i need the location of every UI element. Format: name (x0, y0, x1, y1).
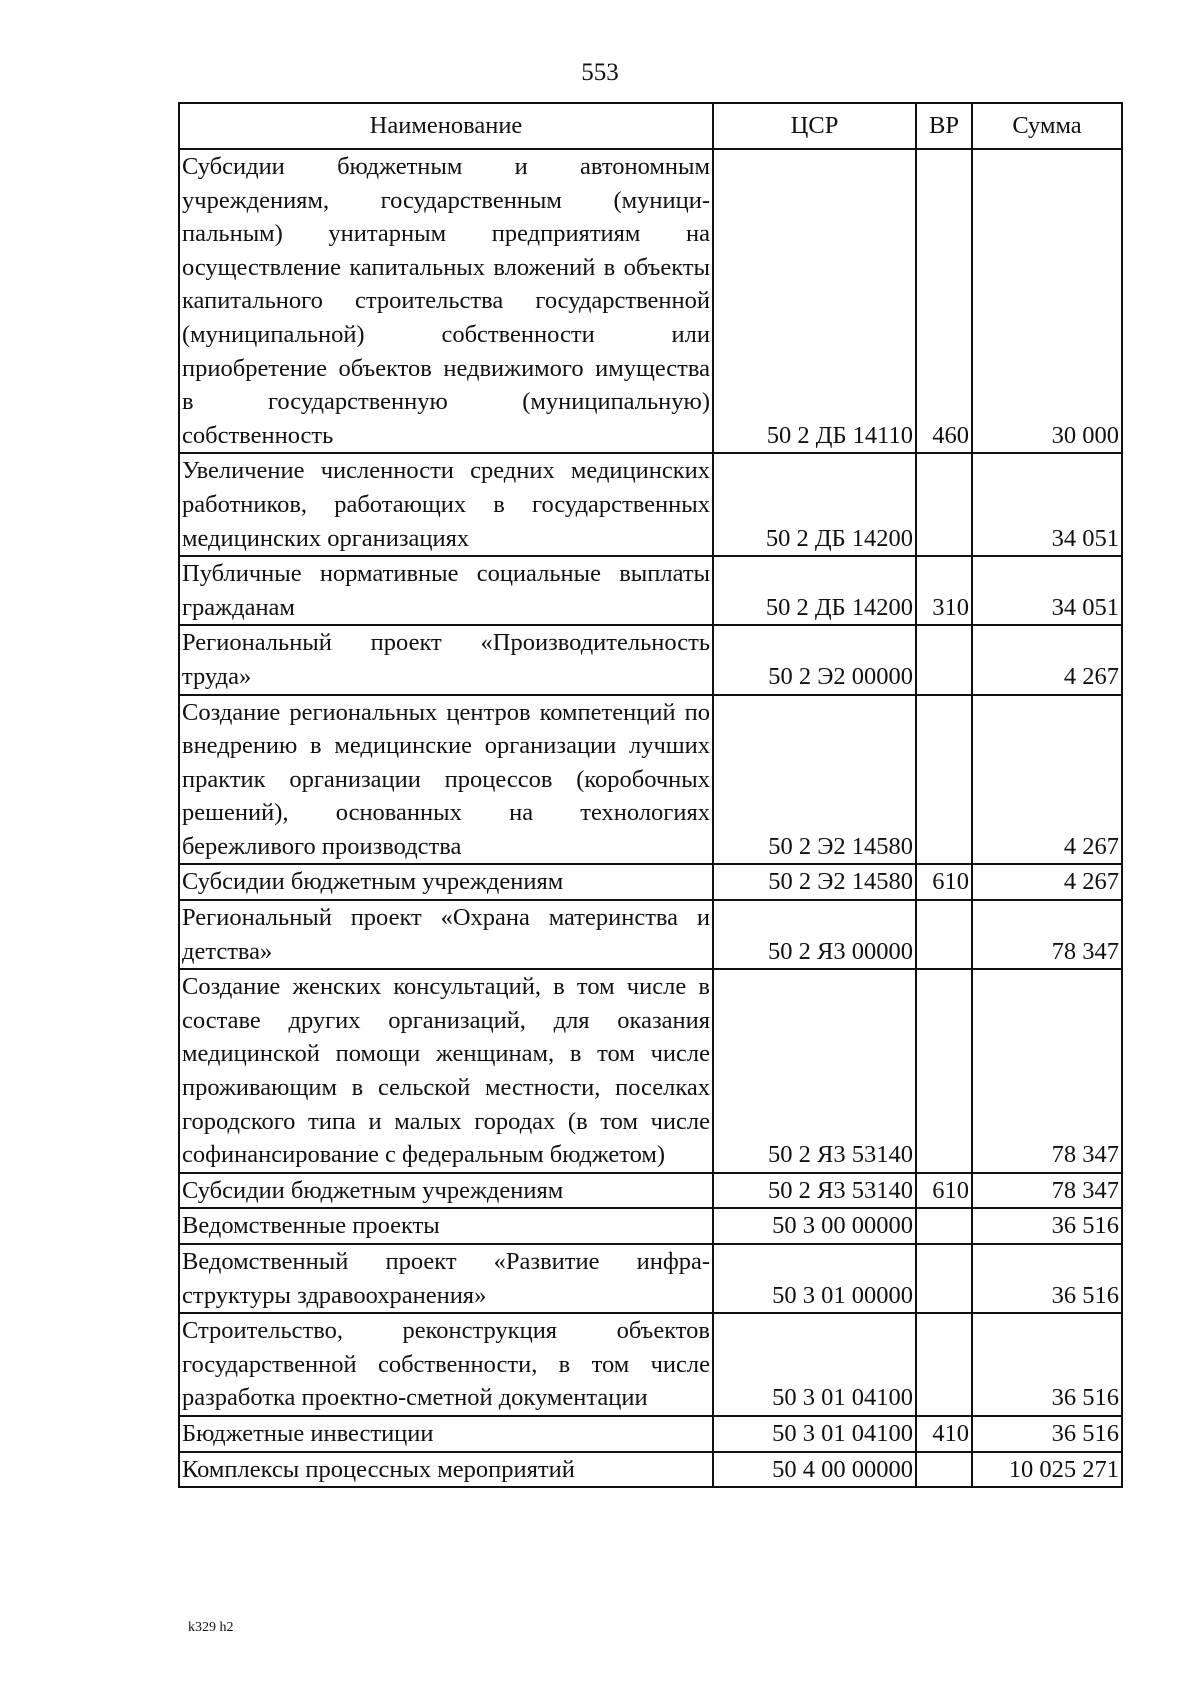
document-code: k329 h2 (188, 1620, 234, 1635)
table-row (179, 625, 1122, 694)
table-header-row (179, 103, 1122, 149)
cell-vr: 410 (916, 1416, 972, 1452)
cell-vr (916, 1244, 972, 1313)
table-row (179, 1313, 1122, 1416)
cell-sum: 34 051 (972, 453, 1122, 556)
cell-vr (916, 625, 972, 694)
cell-sum: 10 025 271 (972, 1452, 1122, 1488)
cell-csr: 50 4 00 00000 (713, 1452, 916, 1488)
cell-csr: 50 2 Я3 53140 (713, 1173, 916, 1209)
cell-sum: 36 516 (972, 1244, 1122, 1313)
table-row (179, 1173, 1122, 1209)
table-row (179, 1416, 1122, 1452)
cell-csr: 50 2 ДБ 14110 (713, 149, 916, 453)
page-number: 553 (581, 59, 619, 86)
cell-sum: 36 516 (972, 1208, 1122, 1244)
cell-vr (916, 969, 972, 1173)
cell-sum: 78 347 (972, 969, 1122, 1173)
cell-csr: 50 3 00 00000 (713, 1208, 916, 1244)
header-sum: Сумма (972, 103, 1122, 149)
cell-csr: 50 2 ДБ 14200 (713, 556, 916, 625)
cell-csr: 50 2 Я3 53140 (713, 969, 916, 1173)
cell-sum: 4 267 (972, 625, 1122, 694)
table-row (179, 1244, 1122, 1313)
cell-sum: 36 516 (972, 1313, 1122, 1416)
cell-vr (916, 453, 972, 556)
budget-table (178, 102, 1123, 1488)
cell-name: Ведомственные проекты (179, 1208, 713, 1244)
cell-name: Публичные нормативные социальные выплаты гражданам (179, 556, 713, 625)
cell-vr (916, 1313, 972, 1416)
cell-sum: 4 267 (972, 695, 1122, 865)
cell-vr (916, 1208, 972, 1244)
cell-name: Комплексы процессных мероприятий (179, 1452, 713, 1488)
cell-name: Строительство, реконструкция объектов государственной собственности, в том числе разработка проектно-сметной документации (179, 1313, 713, 1416)
table-row (179, 969, 1122, 1173)
header-vr: ВР (916, 103, 972, 149)
cell-sum: 78 347 (972, 1173, 1122, 1209)
cell-sum: 34 051 (972, 556, 1122, 625)
cell-name: Бюджетные инвестиции (179, 1416, 713, 1452)
cell-csr: 50 2 Э2 14580 (713, 864, 916, 900)
table-row (179, 453, 1122, 556)
cell-sum: 36 516 (972, 1416, 1122, 1452)
cell-vr: 460 (916, 149, 972, 453)
cell-sum: 4 267 (972, 864, 1122, 900)
cell-vr: 610 (916, 1173, 972, 1209)
cell-csr: 50 2 Я3 00000 (713, 900, 916, 969)
table-row (179, 695, 1122, 865)
table-row (179, 1208, 1122, 1244)
cell-name: Увеличение численности средних медицинских работников, работающих в государственных медицинских организациях (179, 453, 713, 556)
cell-name: Ведомственный проект «Развитие инфраструктуры здравоохранения» (179, 1244, 713, 1313)
cell-csr: 50 3 01 04100 (713, 1416, 916, 1452)
table-row (179, 864, 1122, 900)
table-row (179, 1452, 1122, 1488)
cell-name: Региональный проект «Охрана материнства и детства» (179, 900, 713, 969)
cell-vr (916, 1452, 972, 1488)
table-row (179, 149, 1122, 453)
cell-vr (916, 900, 972, 969)
cell-name: Субсидии бюджетным учреждениям (179, 864, 713, 900)
table-row (179, 556, 1122, 625)
cell-csr: 50 3 01 04100 (713, 1313, 916, 1416)
cell-sum: 30 000 (972, 149, 1122, 453)
header-csr: ЦСР (713, 103, 916, 149)
cell-vr: 310 (916, 556, 972, 625)
cell-vr (916, 695, 972, 865)
cell-name: Региональный проект «Производительность труда» (179, 625, 713, 694)
table-row (179, 900, 1122, 969)
cell-csr: 50 3 01 00000 (713, 1244, 916, 1313)
cell-csr: 50 2 ДБ 14200 (713, 453, 916, 556)
cell-name: Субсидии бюджетным учреждениям (179, 1173, 713, 1209)
cell-csr: 50 2 Э2 14580 (713, 695, 916, 865)
cell-csr: 50 2 Э2 00000 (713, 625, 916, 694)
cell-name: Создание женских консультаций, в том числе в составе других организаций, для оказания медицинской помощи женщинам, в том числе проживающим в сельской местности, поселках городского типа и малых городах (в том числе софинансирование с федеральным бюджетом) (179, 969, 713, 1173)
header-name: Наименование (179, 103, 713, 149)
cell-vr: 610 (916, 864, 972, 900)
cell-sum: 78 347 (972, 900, 1122, 969)
cell-name: Субсидии бюджетным и автономным учреждениям, государственным (муниципальным) унитарным предприятиям на осуществление капитальных вложений в объекты капитального строительства государственной (муниципальной) собственности или приобретение объектов недвижимого имущества в государственную (муниципальную) собственность (179, 149, 713, 453)
cell-name: Создание региональных центров компетенций по внедрению в медицинские организации лучших практик организации процессов (коробочных решений), основанных на технологиях бережливого производства (179, 695, 713, 865)
